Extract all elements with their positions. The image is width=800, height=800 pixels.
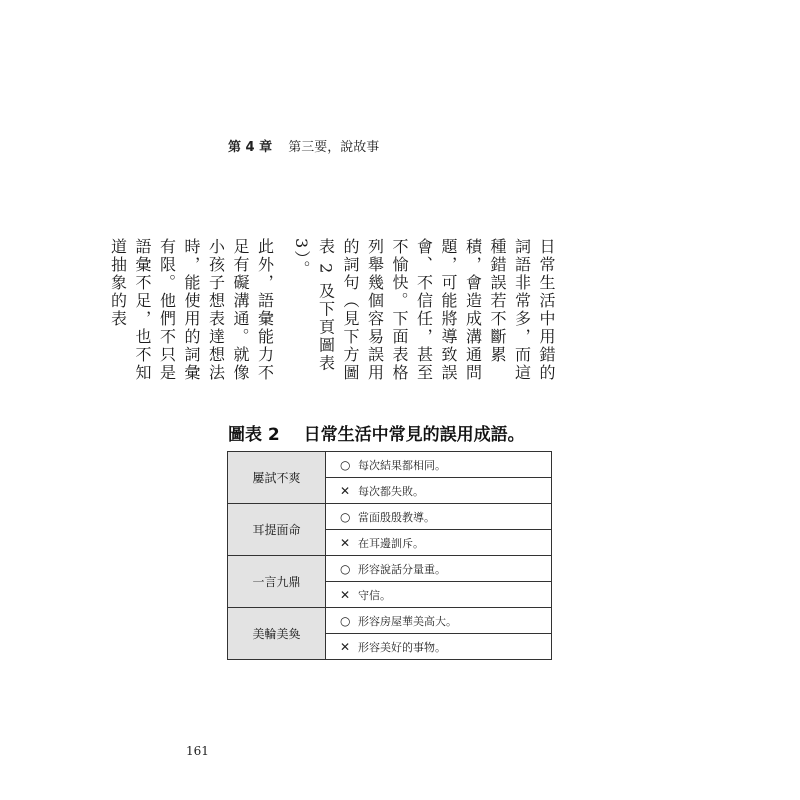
circle-icon: ○ bbox=[340, 509, 351, 524]
table-title: 日常生活中常見的誤用成語。 bbox=[303, 425, 525, 445]
paragraph: 此外，語彙能力不足有礙溝通。就像小孩子想表達想法時，能使用的詞彙有限。他們不只是語彙不足，也不知道抽象的表 bbox=[108, 238, 275, 382]
circle-icon: ○ bbox=[340, 613, 351, 628]
table-label: 圖表 2 bbox=[228, 425, 280, 445]
correct-meaning: ○ 形容說話分量重。 bbox=[326, 556, 552, 582]
running-header bbox=[228, 136, 379, 155]
wrong-meaning: ✕ 在耳邊訓斥。 bbox=[326, 530, 552, 556]
idiom-term: 美輪美奐 bbox=[228, 608, 326, 660]
idiom-term: 屢試不爽 bbox=[228, 452, 326, 504]
correct-meaning: ○ 每次結果都相同。 bbox=[326, 452, 552, 478]
circle-icon: ○ bbox=[340, 457, 351, 472]
table-row bbox=[228, 556, 552, 582]
wrong-meaning: ✕ 每次都失敗。 bbox=[326, 478, 552, 504]
table-row bbox=[228, 504, 552, 530]
chapter-label: 第 4 章 bbox=[228, 140, 273, 155]
page-number: 161 bbox=[186, 744, 209, 758]
circle-icon: ○ bbox=[340, 561, 351, 576]
correct-meaning: ○ 形容房屋華美高大。 bbox=[326, 608, 552, 634]
body-text bbox=[108, 238, 558, 388]
wrong-meaning: ✕ 守信。 bbox=[326, 582, 552, 608]
table-row bbox=[228, 608, 552, 634]
table-row bbox=[228, 452, 552, 478]
cross-icon: ✕ bbox=[340, 587, 351, 602]
idiom-term: 耳提面命 bbox=[228, 504, 326, 556]
cross-icon: ✕ bbox=[340, 483, 351, 498]
idiom-table bbox=[227, 451, 552, 660]
correct-meaning: ○ 當面殷殷教導。 bbox=[326, 504, 552, 530]
idiom-term: 一言九鼎 bbox=[228, 556, 326, 608]
cross-icon: ✕ bbox=[340, 639, 351, 654]
cross-icon: ✕ bbox=[340, 535, 351, 550]
paragraph: 日常生活中用錯的詞語非常多，而這種錯誤若不斷累積，會造成溝通問題，可能將導致誤會、不信任，甚至不愉快。下面表格列舉幾個容易誤用的詞句（見下方圖表 2 及下頁圖表 3）。 bbox=[292, 238, 556, 382]
section-title: 第三要，說故事 bbox=[288, 140, 380, 155]
table-caption bbox=[228, 420, 525, 445]
wrong-meaning: ✕ 形容美好的事物。 bbox=[326, 634, 552, 660]
